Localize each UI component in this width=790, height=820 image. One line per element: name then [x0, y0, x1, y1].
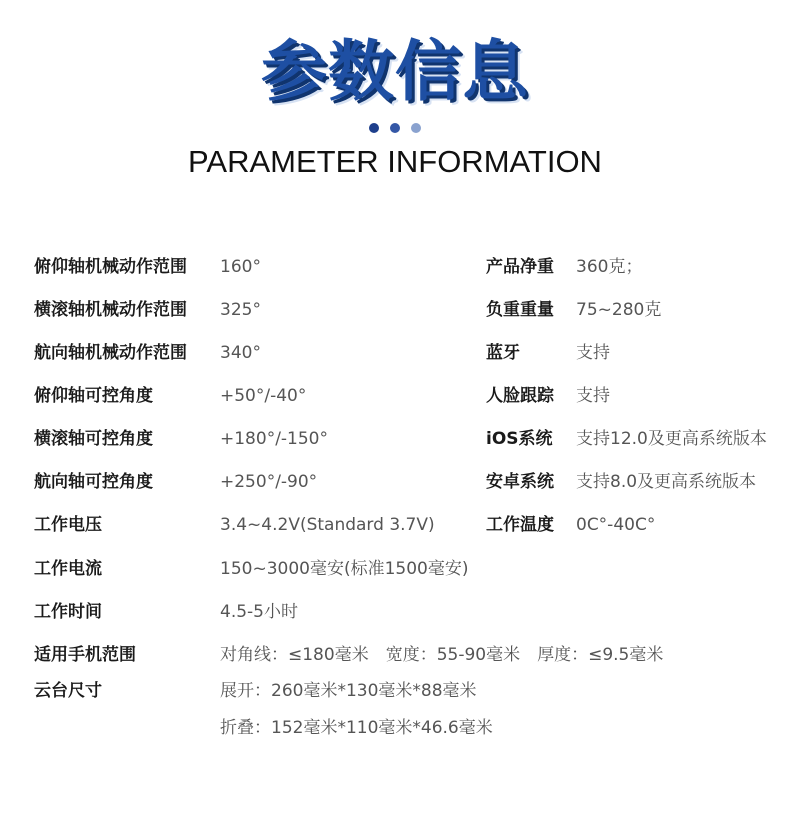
dot-1 [369, 123, 379, 133]
spec-value: 150~3000毫安(标准1500毫安) [220, 559, 469, 579]
spec-value: +180°/-150° [220, 429, 329, 449]
spec-label: iOS系统 [486, 429, 553, 449]
spec-value: 360克； [576, 257, 643, 277]
spec-label: 适用手机范围 [34, 645, 136, 665]
spec-value: 支持 [576, 343, 610, 363]
spec-label: 负重重量 [486, 300, 554, 320]
dot-3 [411, 123, 421, 133]
spec-label: 工作温度 [486, 515, 554, 535]
spec-label: 航向轴可控角度 [34, 472, 153, 492]
spec-value: 4.5-5小时 [220, 602, 298, 622]
spec-label: 产品净重 [486, 257, 554, 277]
spec-value: +250°/-90° [220, 472, 318, 492]
page-title-en: PARAMETER INFORMATION [188, 144, 602, 179]
spec-label: 云台尺寸 [34, 681, 102, 701]
spec-value: +50°/-40° [220, 386, 307, 406]
spec-label: 横滚轴机械动作范围 [34, 300, 187, 320]
spec-value: 对角线：≤180毫米 宽度：55-90毫米 厚度：≤9.5毫米 [220, 645, 664, 665]
dot-2 [390, 123, 400, 133]
spec-label: 工作电压 [34, 515, 102, 535]
spec-value: 展开：260毫米*130毫米*88毫米 [220, 681, 477, 701]
spec-value: 340° [220, 343, 261, 363]
spec-value: 160° [220, 257, 261, 277]
spec-value: 325° [220, 300, 261, 320]
spec-label: 航向轴机械动作范围 [34, 343, 187, 363]
spec-value: 折叠：152毫米*110毫米*46.6毫米 [220, 718, 493, 738]
spec-label: 工作时间 [34, 602, 102, 622]
spec-label: 安卓系统 [486, 472, 554, 492]
page-title-cn: 参数信息 [261, 33, 529, 110]
spec-value: 3.4~4.2V(Standard 3.7V) [220, 515, 435, 535]
spec-label: 蓝牙 [486, 343, 520, 363]
spec-label: 俯仰轴可控角度 [34, 386, 153, 406]
spec-label: 俯仰轴机械动作范围 [34, 257, 187, 277]
spec-label: 人脸跟踪 [486, 386, 554, 406]
spec-label: 工作电流 [34, 559, 102, 579]
title-dots [0, 118, 790, 137]
spec-value: 支持8.0及更高系统版本 [576, 472, 757, 492]
spec-value: 支持12.0及更高系统版本 [576, 429, 767, 449]
spec-value: 0C°-40C° [576, 515, 656, 535]
spec-value: 支持 [576, 386, 610, 406]
spec-label: 横滚轴可控角度 [34, 429, 153, 449]
spec-value: 75~280克 [576, 300, 662, 320]
